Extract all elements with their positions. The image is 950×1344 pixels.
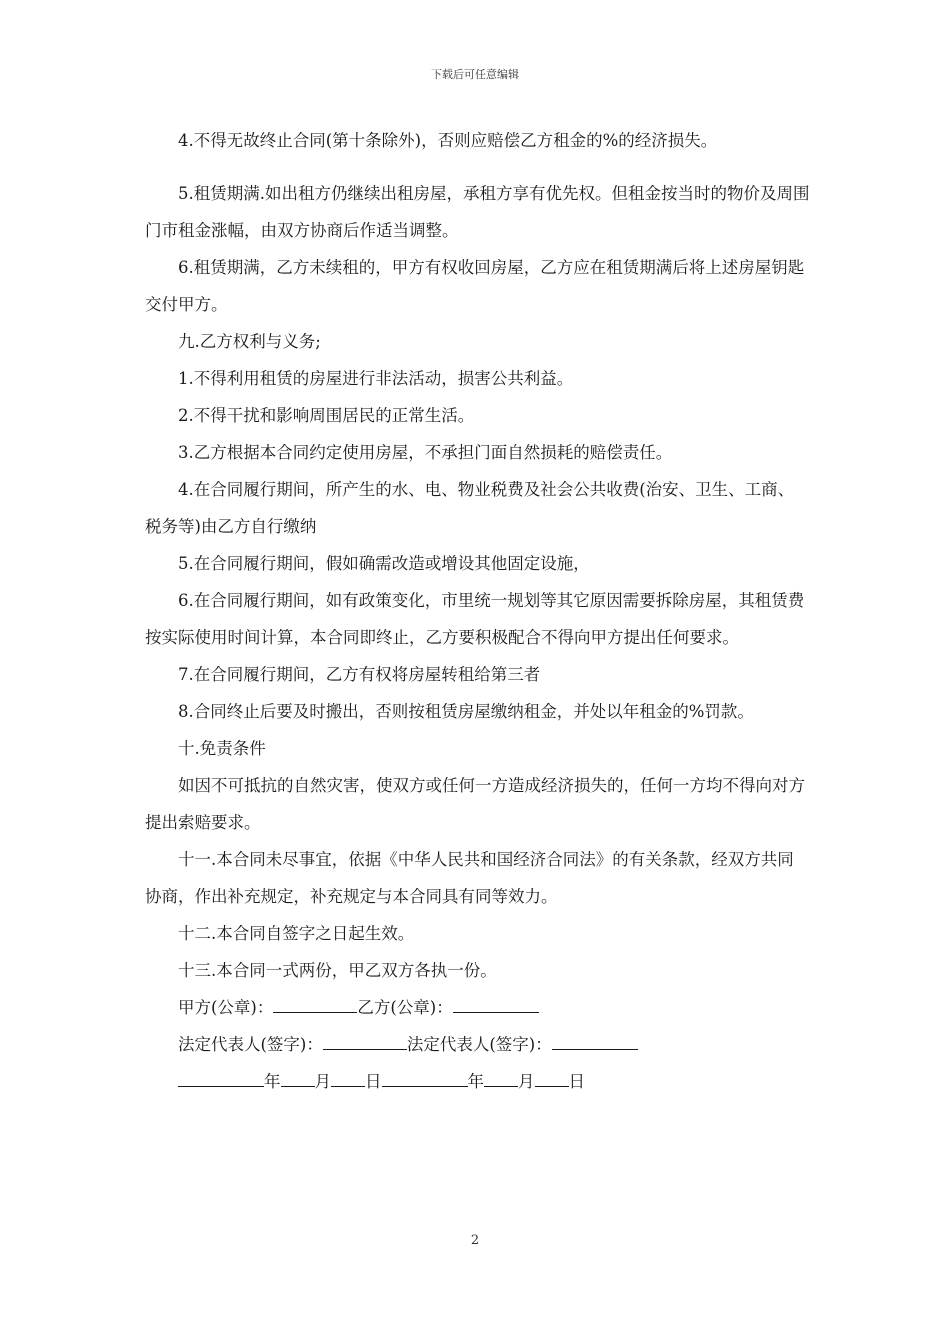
page-number: 2 xyxy=(470,1233,480,1248)
party-a-seal-label: 甲方(公章)： xyxy=(178,998,274,1017)
section-heading-9: 九.乙方权利与义务; xyxy=(178,332,321,351)
rep-a-label: 法定代表人(签字)： xyxy=(178,1035,323,1054)
paragraph-clause-11: 十一.本合同未尽事宜，依据《中华人民共和国经济合同法》的有关条款，经双方共同协商，作出补充规定，补充规定与本合同具有同等效力。 xyxy=(145,850,794,906)
date-a-day-label: 日 xyxy=(365,1072,382,1091)
paragraph-clause-9-8: 8.合同终止后要及时搬出，否则按租赁房屋缴纳租金，并处以年租金的%罚款。 xyxy=(178,702,754,721)
representative-line xyxy=(145,1026,810,1063)
section-heading-10: 十.免责条件 xyxy=(178,739,266,758)
date-b-month-blank[interactable] xyxy=(484,1068,518,1087)
date-b-day-blank[interactable] xyxy=(535,1068,569,1087)
rep-b-signature-blank[interactable] xyxy=(552,1031,638,1050)
paragraph-clause-8-5: 5.租赁期满.如出租方仍继续出租房屋，承租方享有优先权。但租金按当时的物价及周围门市租金涨幅，由双方协商后作适当调整。 xyxy=(145,184,810,240)
paragraph-clause-8-6: 6.租赁期满，乙方未续租的，甲方有权收回房屋，乙方应在租赁期满后将上述房屋钥匙交付甲方。 xyxy=(145,258,805,314)
date-a-year-blank[interactable] xyxy=(178,1068,264,1087)
paragraph-clause-9-5: 5.在合同履行期间，假如确需改造或增设其他固定设施， xyxy=(178,554,590,573)
paragraph-clause-9-1: 1.不得利用租赁的房屋进行非法活动，损害公共利益。 xyxy=(178,369,574,388)
paragraph-clause-9-7: 7.在合同履行期间，乙方有权将房屋转租给第三者 xyxy=(178,665,541,684)
date-b-year-blank[interactable] xyxy=(382,1068,468,1087)
page-header-note: 下载后可任意编辑 xyxy=(431,68,519,81)
date-a-month-blank[interactable] xyxy=(281,1068,315,1087)
paragraph-clause-12: 十二.本合同自签字之日起生效。 xyxy=(178,924,415,943)
paragraph-clause-8-4: 4.不得无故终止合同(第十条除外)，否则应赔偿乙方租金的%的经济损失。 xyxy=(178,131,718,150)
date-a-month-label: 月 xyxy=(314,1072,331,1091)
date-a-year-label: 年 xyxy=(264,1072,281,1091)
rep-b-label: 法定代表人(签字)： xyxy=(406,1035,552,1054)
rep-a-signature-blank[interactable] xyxy=(323,1031,407,1050)
date-line xyxy=(145,1063,810,1100)
paragraph-clause-9-6: 6.在合同履行期间，如有政策变化，市里统一规划等其它原因需要拆除房屋，其租赁费按实际使用时间计算，本合同即终止，乙方要积极配合不得向甲方提出任何要求。 xyxy=(145,591,805,647)
paragraph-clause-10: 如因不可抵抗的自然灾害，使双方或任何一方造成经济损失的，任何一方均不得向对方提出索赔要求。 xyxy=(145,776,805,832)
party-b-seal-label: 乙方(公章)： xyxy=(357,998,453,1017)
paragraph-clause-9-3: 3.乙方根据本合同约定使用房屋，不承担门面自然损耗的赔偿责任。 xyxy=(178,443,673,462)
date-b-month-label: 月 xyxy=(518,1072,535,1091)
paragraph-clause-9-4: 4.在合同履行期间，所产生的水、电、物业税费及社会公共收费(治安、卫生、工商、税务等)由乙方自行缴纳 xyxy=(145,480,795,536)
paragraph-clause-9-2: 2.不得干扰和影响周围居民的正常生活。 xyxy=(178,406,475,425)
document-body xyxy=(145,122,810,1100)
paragraph-clause-13: 十三.本合同一式两份，甲乙双方各执一份。 xyxy=(178,961,497,980)
party-a-seal-blank[interactable] xyxy=(273,994,357,1013)
party-b-seal-blank[interactable] xyxy=(453,994,539,1013)
date-b-day-label: 日 xyxy=(568,1072,585,1091)
seal-line xyxy=(145,989,810,1026)
date-a-day-blank[interactable] xyxy=(331,1068,365,1087)
date-b-year-label: 年 xyxy=(467,1072,484,1091)
